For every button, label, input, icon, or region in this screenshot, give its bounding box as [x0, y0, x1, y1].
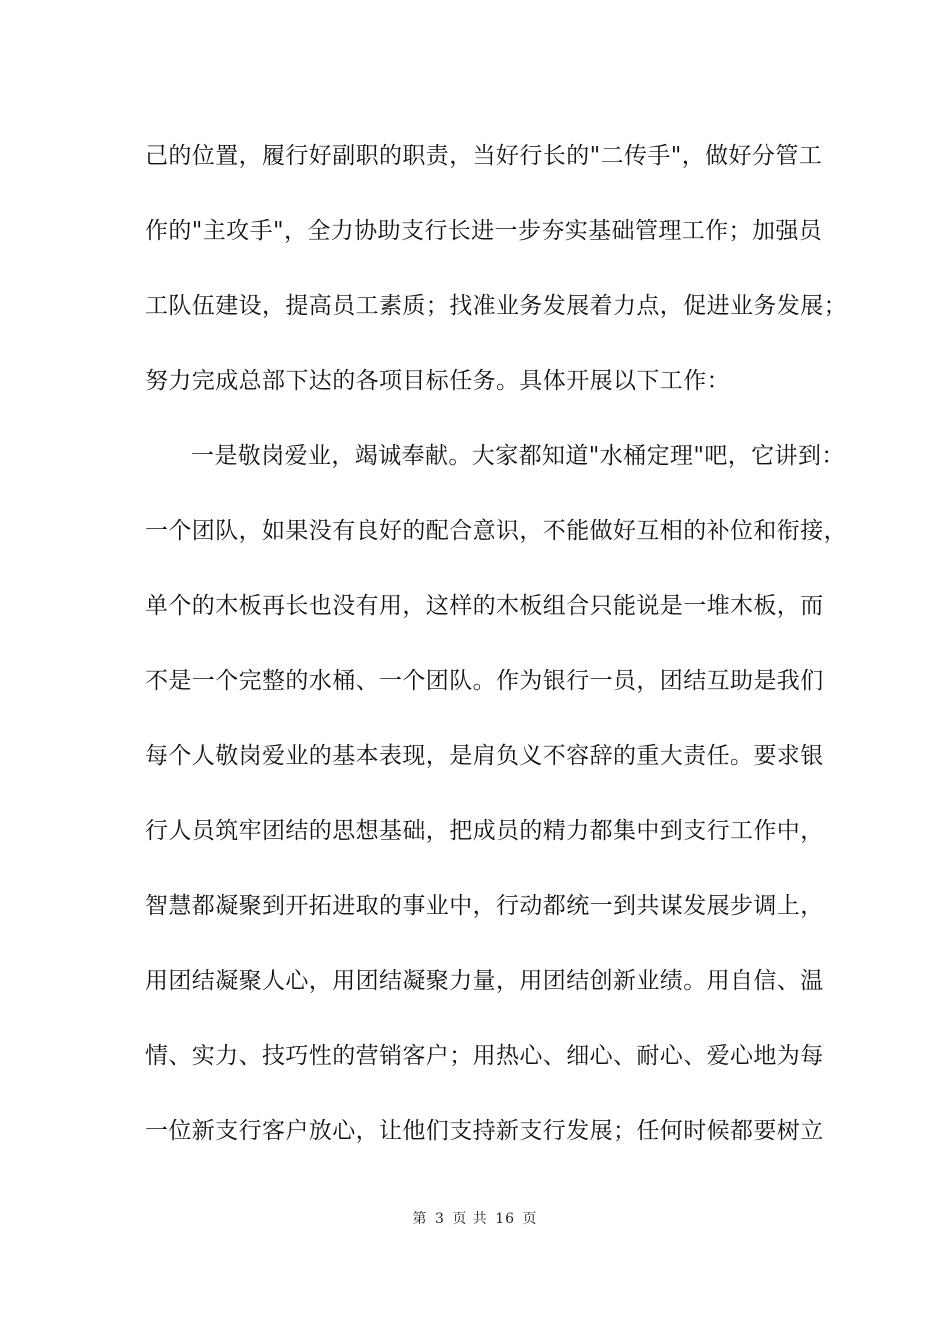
- text-line: 智慧都凝聚到开拓进取的事业中，行动都统一到共谋发展步调上，: [145, 893, 824, 919]
- page-footer: [0, 1208, 950, 1228]
- paragraph-first-line: 一是敬岗爱业，竭诚奉献。大家都知道"水桶定理"吧，它讲到：: [191, 443, 845, 469]
- text-line: 一位新支行客户放心，让他们支持新支行发展；任何时候都要树立: [145, 1118, 824, 1144]
- text-line: 一个团队，如果没有良好的配合意识，不能做好互相的补位和衔接，: [145, 518, 847, 544]
- footer-prefix: 第: [412, 1211, 428, 1227]
- body-text: [145, 136, 847, 1186]
- text-line: 情、实力、技巧性的营销客户；用热心、细心、耐心、爱心地为每: [145, 1043, 824, 1069]
- text-line: 作的"主攻手"，全力协助支行长进一步夯实基础管理工作；加强员: [145, 218, 823, 244]
- text-line: 每个人敬岗爱业的基本表现，是肩负义不容辞的重大责任。要求银: [145, 743, 824, 769]
- text-line: 努力完成总部下达的各项目标任务。具体开展以下工作：: [145, 368, 730, 394]
- text-line: 单个的木板再长也没有用，这样的木板组合只能说是一堆木板，而: [145, 593, 824, 619]
- text-line: 用团结凝聚人心，用团结凝聚力量，用团结创新业绩。用自信、温: [145, 968, 824, 994]
- footer-middle: 页 共: [452, 1211, 488, 1227]
- current-page-number: 3: [434, 1211, 445, 1227]
- footer-suffix: 页: [522, 1211, 538, 1227]
- text-line: 行人员筑牢团结的思想基础，把成员的精力都集中到支行工作中，: [145, 818, 824, 844]
- text-line: 己的位置，履行好副职的职责，当好行长的"二传手"，做好分管工: [145, 143, 823, 169]
- text-line: 工队伍建设，提高员工素质；找准业务发展着力点，促进业务发展；: [145, 293, 847, 319]
- text-line: 不是一个完整的水桶、一个团队。作为银行一员，团结互助是我们: [145, 668, 824, 694]
- total-pages-number: 16: [495, 1211, 516, 1227]
